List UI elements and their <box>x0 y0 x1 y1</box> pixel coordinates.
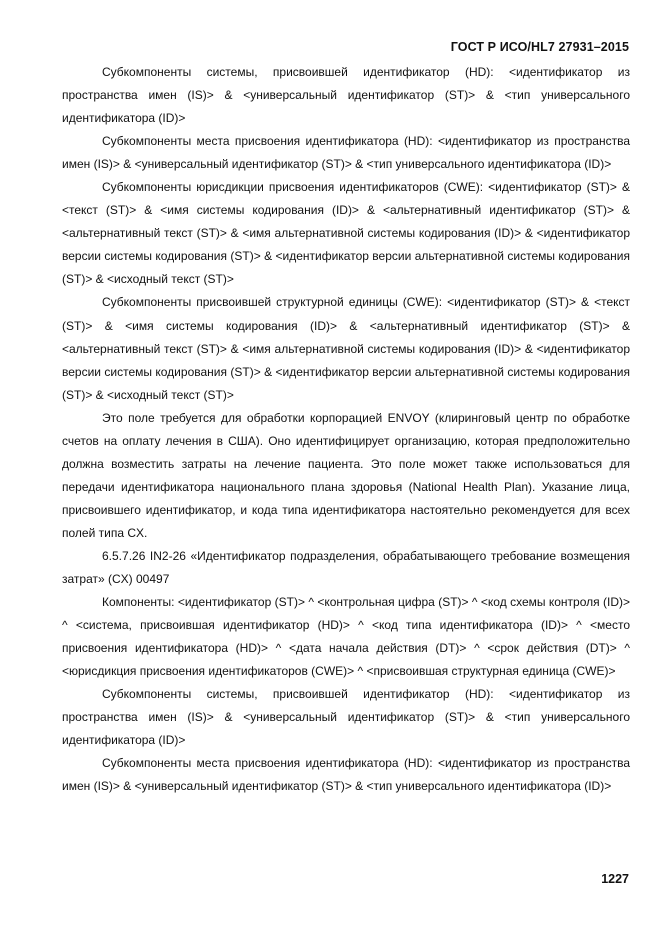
paragraph: Компоненты: <идентификатор (ST)> ^ <контрольная цифра (ST)> ^ <код схемы контроля (ID)> ^ <система, присвоившая идентификатор (HD)> ^ <код типа идентификатора (ID)> ^ <место присвоения идентификатора (HD)> ^ <дата начала действия (DT)> ^ <срок действия (DT)> ^ <юрисдикция присвоения идентификаторов (CWE)> ^ <присвоившая структурная единица (CWE)> <box>62 595 630 679</box>
paragraph: Субкомпоненты места присвоения идентификатора (HD): <идентификатор из пространства имен (IS)> & <универсальный идентификатор (ST)> & <тип универсального идентификатора (ID)> <box>62 756 630 794</box>
paragraph: Субкомпоненты юрисдикции присвоения идентификаторов (CWE): <идентификатор (ST)> & <текст (ST)> & <имя системы кодирования (ID)> & <альтернативный идентификатор (ST)> & <альтернативный текст (ST)> & <имя альтернативной системы кодирования (ID)> & <идентификатор версии системы кодирования (ST)> & <идентификатор версии альтернативной системы кодирования (ST)> & <исходный текст (ST)> <box>62 180 630 287</box>
body-text <box>62 61 630 799</box>
paragraph: Субкомпоненты места присвоения идентификатора (HD): <идентификатор из пространства имен (IS)> & <универсальный идентификатор (ST)> & <тип универсального идентификатора (ID)> <box>62 134 630 172</box>
section-heading: 6.5.7.26 IN2-26 «Идентификатор подразделения, обрабатывающего требование возмещения затрат» (CX) 00497 <box>62 548 630 587</box>
paragraph: Субкомпоненты системы, присвоившей идентификатор (HD): <идентификатор из пространства имен (IS)> & <универсальный идентификатор (ST)> & <тип универсального идентификатора (ID)> <box>62 687 630 748</box>
paragraph: Субкомпоненты присвоившей структурной единицы (CWE): <идентификатор (ST)> & <текст (ST)> & <имя системы кодирования (ID)> & <альтернативный идентификатор (ST)> & <альтернативный текст (ST)> & <имя альтернативной системы кодирования (ID)> & <идентификатор версии системы кодирования (ST)> & <идентификатор версии альтернативной системы кодирования (ST)> & <исходный текст (ST)> <box>62 295 630 402</box>
standard-header: ГОСТ Р ИСО/HL7 27931–2015 <box>450 40 629 54</box>
page-number: 1227 <box>601 872 629 886</box>
paragraph: Субкомпоненты системы, присвоившей идентификатор (HD): <идентификатор из пространства имен (IS)> & <универсальный идентификатор (ST)> & <тип универсального идентификатора (ID)> <box>62 65 630 126</box>
paragraph: Это поле требуется для обработки корпорацией ENVOY (клиринговый центр по обработке счетов на оплату лечения в США). Оно идентифицирует организацию, которая предположительно должна возместить затраты на лечение пациента. Это поле может также использоваться для передачи идентификатора национального плана здоровья (National Health Plan). Указание лица, присвоившего идентификатор, и кода типа идентификатора настоятельно рекомендуется для всех полей типа CX. <box>62 410 630 540</box>
